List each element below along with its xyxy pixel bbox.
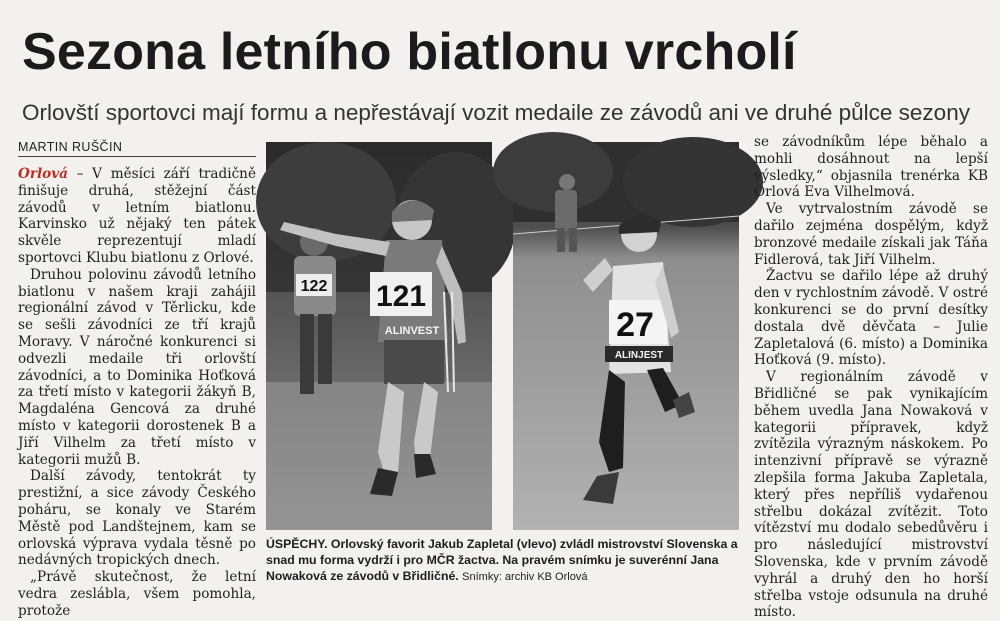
photo-caption [266, 536, 742, 585]
photo-image [513, 142, 739, 530]
article-subheadline: Orlovští sportovci mají formu a nepřestávají vozit medaile ze závodů ani ve druhé půlce sezony [22, 100, 970, 125]
photo-jakub-zapletal [266, 142, 492, 530]
photo-credit: Snímky: archiv KB Orlová [462, 571, 588, 583]
photo-image [266, 142, 492, 530]
caption-text: ÚSPĚCHY. Orlovský favorit Jakub Zapletal (vlevo) zvládl mistrovství Slovenska a snad mu forma vydrží i pro MČR žactva. Na pravém snímku je suverénní Jana Nowaková ze závodů v Břidličné. [266, 537, 738, 583]
paragraph: Druhou polovinu závodů letního biatlonu v našem kraji zahájil regionální závod v Těrlicku, kde se sešli závodníci ze tří krajů Moravy. V náročné konkurenci si odvezli medaile tři orlovští závodníci, a to Dominika Hoťková za třetí místo v kategorii žákyň B, Magdaléna Gencová za druhé místo v kategorii dorostenek B a Jiří Vilhelm za třetí místo v kategorii mužů B. [18, 266, 256, 468]
paragraph: V regionálním závodě v Břidličné se pak vynikajícím během uvedla Jana Nowaková v kategorii přípravek, když zvítězila výrazným náskokem. Po intenzivní přípravě se výrazně zlepšila forma Jakuba Zapletala, který přes nepříliš vydařenou střelbu dokázal zvítězit. Toto vítězství mu dodalo sebedůvěru i pro následující mistrovství Slovenska, kde v prvním závodě vyhrál a druhý den ho horší střelba vstoje odsunula na druhé místo. [754, 369, 988, 621]
bib-number: 27 [616, 306, 654, 344]
article-column-right [754, 134, 988, 621]
sponsor-label: ALINJEST [614, 350, 664, 361]
bib-number-back: 122 [300, 278, 328, 295]
paragraph: „Právě skutečnost, že letní vedra zeslábla, všem pomohla, protože [18, 569, 256, 619]
bib-number-main: 121 [375, 280, 427, 313]
paragraph: se závodníkům lépe běhalo a mohli dosáhnout na lepší výsledky,“ objasnila trenérka KB Orlová Eva Vilhelmová. [754, 134, 988, 201]
photo-jana-nowakova [513, 142, 739, 530]
paragraph [18, 166, 256, 267]
article-headline: Sezona letního biatlonu vrcholí [22, 23, 797, 81]
paragraph: Další závody, tentokrát ty prestižní, a sice závody Českého poháru, se konaly ve Starém Městě pod Landštejnem, kam se orlovská výprava vydala těsně po nedávných tropických dnech. [18, 468, 256, 569]
paragraph-text: – V měsíci září tradičně finišuje druhá, stěžejní část závodů v letním biatlonu. Karvinsko už nějaký ten pátek skvěle reprezentují mladí sportovci Klubu biatlonu z Orlové. [18, 166, 256, 266]
article-column-left [18, 166, 256, 619]
dateline: Orlová [18, 166, 68, 182]
sponsor-label: ALINVEST [384, 325, 440, 337]
paragraph: Ve vytrvalostním závodě se dařilo zejména dospělým, když bronzové medaile získali jak Táňa Fidlerová, tak Jiří Vilhelm. [754, 201, 988, 268]
article-byline: MARTIN RUŠČIN [18, 140, 256, 157]
paragraph: Žactvu se dařilo lépe až druhý den v rychlostním závodě. V ostré konkurenci se do první desítky dostala dvě děvčata – Julie Zapletalová (6. místo) a Dominika Hoťková (9. místo). [754, 268, 988, 369]
